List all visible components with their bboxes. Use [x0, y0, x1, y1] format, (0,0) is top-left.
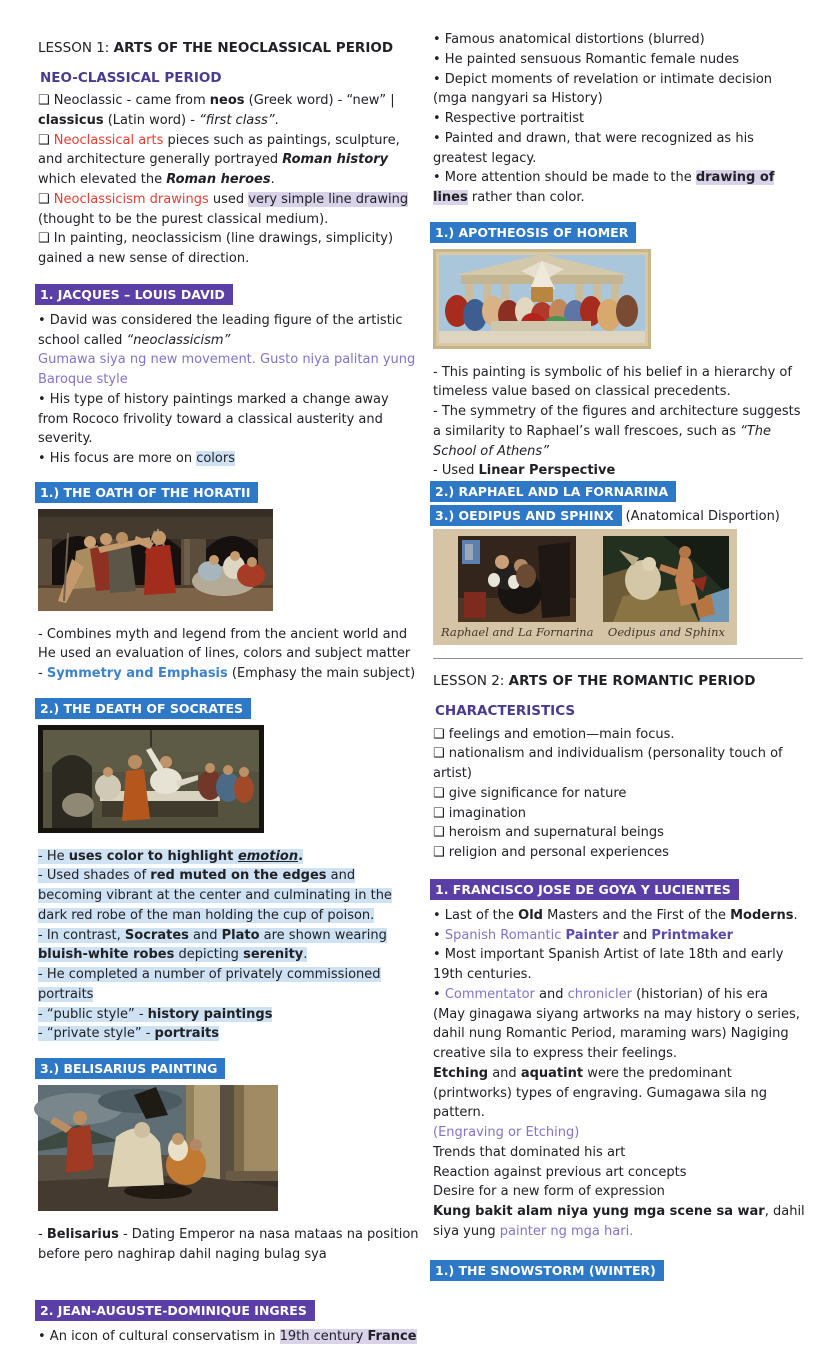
characteristic-item: ❑ nationalism and individualism (personality touch of artist)	[433, 746, 783, 781]
david-note: • David was considered the leading figure of the artistic school called “neoclassicism”	[38, 312, 403, 348]
death-of-socrates-painting	[38, 725, 264, 833]
left-column	[38, 38, 421, 1347]
ingres-bullet: • Famous anatomical distortions (blurred)	[433, 32, 705, 47]
characteristic-item: ❑ heroism and supernatural beings	[433, 825, 664, 841]
socrates-note: - “public style” - history paintings	[38, 1006, 273, 1022]
goya-note: • Commentator and chronicler (historian) of his era	[433, 986, 768, 1002]
ingres-bullet: • More attention should be made to the drawing of lines rather than color.	[433, 170, 775, 205]
section-snowstorm	[433, 1260, 805, 1281]
oedipus-sphinx-art	[603, 536, 729, 642]
goya-note: Trends that dominated his art	[433, 1144, 626, 1160]
section-oath-of-horatii	[38, 482, 421, 503]
apotheosis-of-homer-figure	[433, 249, 805, 356]
dual-painting-panel	[433, 529, 737, 645]
section-apotheosis	[433, 222, 805, 243]
artwork-tag-raphael-fornarina: 2.) RAPHAEL AND LA FORNARINA	[430, 481, 676, 502]
oath-note: - Symmetry and Emphasis (Emphasy the main subject)	[38, 666, 416, 682]
intro-para: ❑ In painting, neoclassicism (line drawings, simplicity) gained a new sense of direction.	[38, 231, 394, 267]
lesson1-prefix: LESSON 1:	[38, 40, 114, 56]
socrates-note: - In contrast, Socrates and Plato are shown wearing bluish-white robes depicting serenity.	[38, 927, 387, 963]
lesson1-title: ARTS OF THE NEOCLASSICAL PERIOD	[113, 40, 394, 56]
section-belisarius	[38, 1058, 421, 1079]
oath-of-horatii-figure	[38, 509, 421, 618]
goya-note: • Most important Spanish Artist of late 18th and early 19th centuries.	[433, 947, 784, 982]
david-note: • His focus are more on colors	[38, 451, 235, 467]
belisarius-figure	[38, 1085, 421, 1218]
neo-classical-period-heading: NEO-CLASSICAL PERIOD	[40, 69, 222, 86]
artwork-tag-snowstorm: 1.) THE SNOWSTORM (WINTER)	[430, 1260, 664, 1281]
goya-note: (May ginagawa siyang artworks na may history o series, dahil nung Romantic Period, maraming wars) Nagiging creative sila to express their feelings.	[433, 1006, 800, 1061]
apotheosis-note: - This painting is symbolic of his belief in a hierarchy of timeless value based on classical precedents.	[433, 364, 792, 400]
artwork-tag-oath-of-horatii: 1.) THE OATH OF THE HORATII	[35, 482, 258, 503]
section-oedipus-sphinx	[433, 505, 805, 526]
artwork-tag-apotheosis-of-homer: 1.) APOTHEOSIS OF HOMER	[430, 222, 636, 243]
artwork-tag-death-of-socrates: 2.) THE DEATH OF SOCRATES	[35, 698, 251, 719]
socrates-note: - “private style” - portraits	[38, 1026, 219, 1042]
ingres-bullet: • Respective portraitist	[433, 111, 585, 126]
right-column	[433, 30, 805, 1287]
goya-note: Etching and aquatint were the predominant (printworks) types of engraving. Gumagawa sila ng pattern.	[433, 1065, 768, 1121]
ingres-bullet: • Painted and drawn, that were recognized as his greatest legacy.	[433, 130, 754, 166]
oedipus-suffix: (Anatomical Disportion)	[625, 509, 780, 524]
oath-note: - Combines myth and legend from the ancient world and He used an evaluation of lines, colors and subject matter	[38, 626, 411, 662]
intro-para: ❑ Neoclassic - came from neos (Greek word) - “new” | classicus (Latin word) - “first class”.	[38, 93, 395, 128]
goya-note: Desire for a new form of expression	[433, 1184, 665, 1200]
socrates-note: - He uses color to highlight emotion.	[38, 848, 304, 864]
goya-note: Kung bakit alam niya yung mga scene sa war, dahil siya yung painter ng mga hari.	[433, 1204, 805, 1239]
apotheosis-of-homer-painting	[433, 249, 651, 349]
goya-note: • Spanish Romantic Painter and Printmaker	[433, 927, 734, 943]
goya-note: Reaction against previous art concepts	[433, 1164, 687, 1180]
ingres-note: • An icon of cultural conservatism in 19th century France	[38, 1329, 417, 1345]
apotheosis-note: - Used Linear Perspective	[433, 463, 616, 479]
lesson2-prefix: LESSON 2:	[433, 673, 509, 690]
oedipus-sphinx-caption: Oedipus and Sphinx	[607, 625, 725, 639]
belisarius-note: - Belisarius - Dating Emperor na nasa mataas na position before pero naghirap dahil naging bulag sya	[38, 1226, 419, 1262]
goya-note: • Last of the Old Masters and the First of the Moderns.	[433, 907, 798, 923]
apotheosis-note: - The symmetry of the figures and architecture suggests a similarity to Raphael’s wall frescoes, such as “The School of Athens”	[433, 404, 801, 459]
raphael-fornarina-painting	[458, 536, 576, 622]
socrates-note: - He completed a number of privately commissioned portraits	[38, 967, 381, 1002]
david-note: Gumawa siya ng new movement. Gusto niya palitan yung Baroque style	[38, 352, 416, 388]
lesson2-title: ARTS OF THE ROMANTIC PERIOD	[508, 673, 756, 690]
section-divider	[433, 658, 803, 659]
characteristic-item: ❑ feelings and emotion—main focus.	[433, 726, 675, 742]
section-goya	[433, 879, 805, 900]
characteristic-item: ❑ imagination	[433, 805, 526, 821]
characteristic-item: ❑ give significance for nature	[433, 785, 627, 801]
artist-tag-goya: 1. FRANCISCO JOSE DE GOYA Y LUCIENTES	[430, 879, 739, 900]
artist-tag-jacques-louis-david: 1. JACQUES – LOUIS DAVID	[35, 284, 233, 305]
artwork-tag-oedipus-sphinx: 3.) OEDIPUS AND SPHINX	[430, 505, 622, 526]
lesson1-heading	[38, 38, 421, 59]
characteristics-heading: CHARACTERISTICS	[435, 702, 576, 719]
raphael-fornarina-caption: Raphael and La Fornarina	[441, 625, 594, 639]
goya-note: (Engraving or Etching)	[433, 1125, 580, 1140]
section-raphael-fornarina	[433, 481, 805, 502]
oath-of-horatii-painting	[38, 509, 273, 611]
ingres-bullet: • Depict moments of revelation or intimate decision (mga nangyari sa History)	[433, 71, 773, 107]
artwork-tag-belisarius: 3.) BELISARIUS PAINTING	[35, 1058, 225, 1079]
oedipus-sphinx-painting	[603, 536, 729, 622]
section-jacques-louis-david	[38, 284, 421, 305]
socrates-note: - Used shades of red muted on the edges and becoming vibrant at the center and culminating in the dark red robe of the man holding the cup of poison.	[38, 868, 392, 923]
david-note: • His type of history paintings marked a change away from Rococo frivolity toward a classical austerity and severity.	[38, 391, 389, 447]
raphael-fornarina-art	[441, 536, 593, 642]
section-ingres	[38, 1300, 421, 1321]
belisarius-painting	[38, 1085, 278, 1211]
intro-para: ❑ Neoclassicism drawings used very simple line drawing (thought to be the purest classical medium).	[38, 191, 409, 227]
intro-para: ❑ Neoclassical arts pieces such as paintings, sculpture, and architecture generally portrayed Roman history which elevated the Roman heroes.	[38, 132, 400, 188]
death-of-socrates-figure	[38, 725, 421, 840]
characteristic-item: ❑ religion and personal experiences	[433, 845, 669, 860]
section-death-of-socrates	[38, 698, 421, 719]
ingres-bullet: • He painted sensuous Romantic female nudes	[433, 51, 740, 67]
artist-tag-ingres: 2. JEAN-AUGUSTE-DOMINIQUE INGRES	[35, 1300, 315, 1321]
lesson2-heading	[433, 671, 805, 692]
